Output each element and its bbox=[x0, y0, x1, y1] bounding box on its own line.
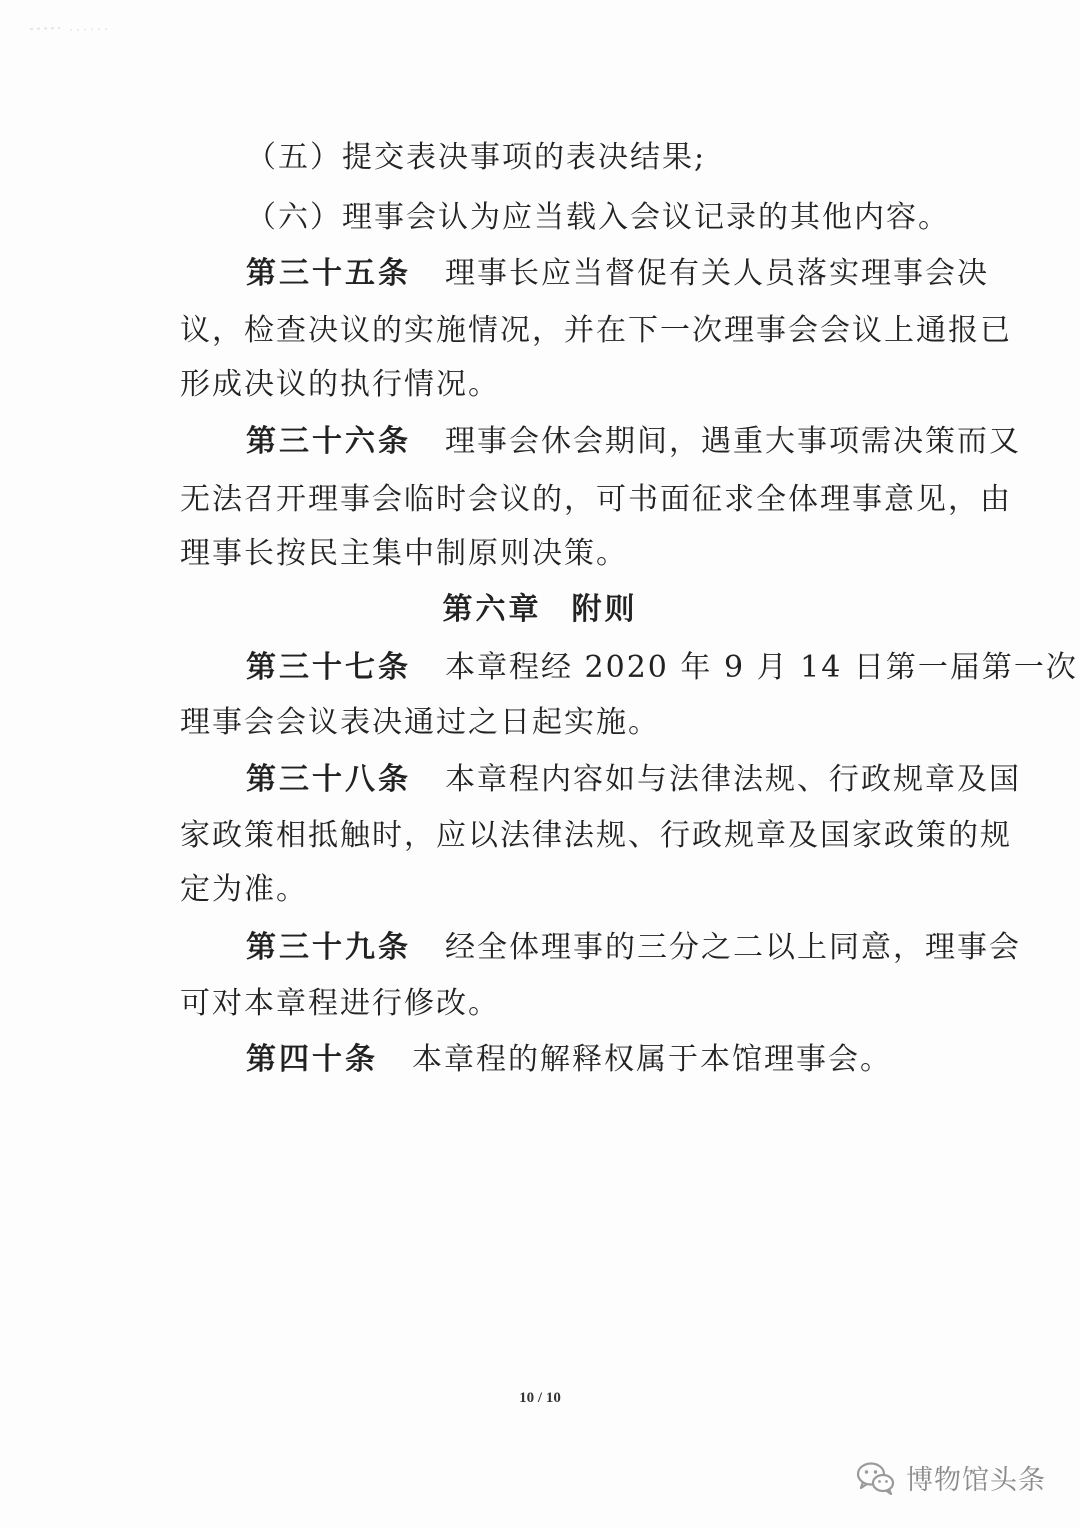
clause-item-6-text: （六）理事会认为应当载入会议记录的其他内容。 bbox=[246, 200, 950, 235]
source-watermark bbox=[856, 1458, 1046, 1497]
article-38 bbox=[246, 760, 1021, 800]
article-36-title: 第三十六条 bbox=[246, 424, 411, 459]
clause-item-6 bbox=[246, 198, 950, 238]
article-36-line-2 bbox=[180, 480, 1012, 520]
article-40-text-1: 本章程的解释权属于本馆理事会。 bbox=[412, 1042, 892, 1077]
wechat-icon bbox=[856, 1461, 896, 1495]
article-37-text-1: 本章程经 2020 年 9 月 14 日第一届第一次 bbox=[445, 650, 1078, 685]
article-38-text-2: 家政策相抵触时，应以法律法规、行政规章及国家政策的规 bbox=[180, 818, 1012, 853]
chapter-title: 附则 bbox=[571, 592, 638, 627]
article-38-text-1: 本章程内容如与法律法规、行政规章及国 bbox=[445, 762, 1021, 797]
article-35-text-1: 理事长应当督促有关人员落实理事会决 bbox=[445, 256, 989, 291]
article-37-line-2 bbox=[180, 703, 660, 743]
article-36-text-3: 理事长按民主集中制原则决策。 bbox=[180, 536, 628, 571]
article-39-text-1: 经全体理事的三分之二以上同意，理事会 bbox=[445, 930, 1021, 965]
article-36-line-3 bbox=[180, 534, 628, 574]
article-38-line-2 bbox=[180, 816, 1012, 856]
article-37-title: 第三十七条 bbox=[246, 650, 411, 685]
article-37 bbox=[246, 648, 1078, 688]
scan-artifact bbox=[30, 22, 110, 36]
article-38-line-3 bbox=[180, 870, 308, 910]
article-38-title: 第三十八条 bbox=[246, 762, 411, 797]
article-35 bbox=[246, 254, 989, 294]
chapter-number: 第六章 bbox=[442, 592, 542, 627]
article-39-text-2: 可对本章程进行修改。 bbox=[180, 986, 500, 1021]
page-number: 10 / 10 bbox=[519, 1390, 561, 1406]
article-40 bbox=[246, 1040, 892, 1080]
chapter-heading bbox=[0, 590, 1080, 630]
clause-item-5 bbox=[246, 138, 706, 178]
article-35-line-2 bbox=[180, 311, 1012, 351]
article-38-text-3: 定为准。 bbox=[180, 872, 308, 907]
article-39 bbox=[246, 928, 1021, 968]
article-35-text-3: 形成决议的执行情况。 bbox=[180, 367, 500, 402]
clause-item-5-text: （五）提交表决事项的表决结果; bbox=[246, 140, 707, 175]
article-35-line-3 bbox=[180, 365, 500, 405]
article-39-line-2 bbox=[180, 984, 500, 1024]
article-39-title: 第三十九条 bbox=[246, 930, 411, 965]
article-35-text-2: 议，检查决议的实施情况，并在下一次理事会会议上通报已 bbox=[180, 313, 1012, 348]
article-36-text-2: 无法召开理事会临时会议的，可书面征求全体理事意见，由 bbox=[180, 482, 1012, 517]
article-35-title: 第三十五条 bbox=[246, 256, 411, 291]
article-36 bbox=[246, 422, 1021, 462]
article-36-text-1: 理事会休会期间，遇重大事项需决策而又 bbox=[445, 424, 1021, 459]
article-40-title: 第四十条 bbox=[246, 1042, 378, 1077]
article-37-text-2: 理事会会议表决通过之日起实施。 bbox=[180, 705, 660, 740]
watermark-text: 博物馆头条 bbox=[906, 1465, 1046, 1496]
